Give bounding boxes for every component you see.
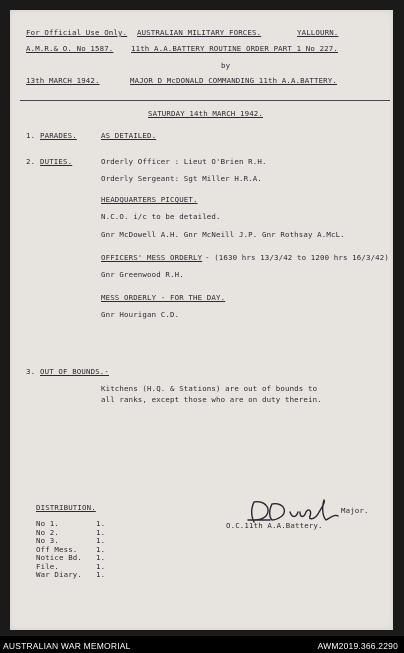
distribution-count: 1. — [96, 544, 106, 554]
distribution-label: War Diary. — [36, 570, 82, 579]
order-date: 13th MARCH 1942. — [26, 76, 100, 85]
mess-orderly-title: MESS ORDERLY - FOR THE DAY. — [101, 293, 226, 302]
parades-text: AS DETAILED. — [101, 131, 157, 140]
hq-picquet-title: HEADQUARTERS PICQUET. — [101, 195, 198, 204]
distribution-count: 1. — [96, 570, 106, 579]
forces-label: AUSTRALIAN MILITARY FORCES. — [137, 28, 262, 37]
section-2-title: DUTIES. — [40, 157, 73, 166]
hq-picquet-nco: N.C.O. i/c to be detailed. — [101, 212, 221, 221]
signature-rank: Major. — [341, 506, 369, 515]
distribution-title: DISTRIBUTION. — [36, 503, 96, 512]
footer-accession-id: AWM2019.366.2290 — [317, 641, 398, 651]
official-use-label: For Official Use Only. — [26, 28, 128, 37]
amr-number: A.M.R.& O. No 1587. — [26, 44, 114, 53]
section-3-title: OUT OF BOUNDS.- — [40, 367, 109, 376]
footer-bar — [0, 636, 404, 653]
distribution-label: No 1. — [36, 519, 59, 528]
by-label: by — [221, 61, 231, 70]
distribution-count: 1. — [96, 536, 106, 545]
location-label: YALLOURN. — [297, 28, 339, 37]
distribution-count: 1. — [96, 527, 106, 537]
commander-label: MAJOR D McDONALD COMMANDING 11th A.A.BATTERY. — [130, 76, 337, 85]
distribution-label: Notice Bd. — [36, 553, 82, 562]
order-title: 11th A.A.BATTERY ROUTINE ORDER PART 1 No 227. — [131, 44, 338, 53]
distribution-label: Off Mess. — [36, 544, 78, 554]
officers-mess-gunner: Gnr Greenwood R.H. — [101, 270, 184, 279]
distribution-count: 1. — [96, 561, 106, 571]
distribution-label: No 3. — [36, 536, 59, 545]
footer-credit: AUSTRALIAN WAR MEMORIAL — [3, 641, 131, 651]
out-of-bounds-line-1: Kitchens (H.Q. & Stations) are out of bounds to — [101, 384, 318, 393]
orderly-sergeant: Orderly Sergeant: Sgt Miller H.R.A. — [101, 174, 262, 183]
distribution-count: 1. — [96, 519, 106, 528]
officers-mess-time: - (1630 hrs 13/3/42 to 1200 hrs 16/3/42) — [205, 253, 389, 262]
header-divider — [20, 100, 390, 101]
document-page — [10, 10, 393, 630]
signature-role: O.C.11th A.A.Battery. — [226, 521, 323, 530]
distribution-label: No 2. — [36, 527, 59, 537]
orderly-officer: Orderly Officer : Lieut O'Brien R.H. — [101, 157, 267, 166]
section-3-number: 3. — [26, 367, 36, 376]
distribution-label: File. — [36, 561, 59, 571]
section-1-title: PARADES. — [40, 131, 77, 140]
out-of-bounds-line-2: all ranks, except those who are on duty therein. — [101, 395, 322, 404]
hq-picquet-gunners: Gnr McDowell A.H. Gnr McNeill J.P. Gnr Rothsay A.McL. — [101, 230, 345, 239]
day-heading: SATURDAY 14th MARCH 1942. — [148, 109, 263, 118]
section-1-number: 1. — [26, 131, 36, 140]
officers-mess-title: OFFICERS' MESS ORDERLY — [101, 253, 203, 262]
mess-orderly-gunner: Gnr Hourigan C.D. — [101, 310, 180, 319]
section-2-number: 2. — [26, 157, 36, 166]
distribution-count: 1. — [96, 553, 106, 562]
